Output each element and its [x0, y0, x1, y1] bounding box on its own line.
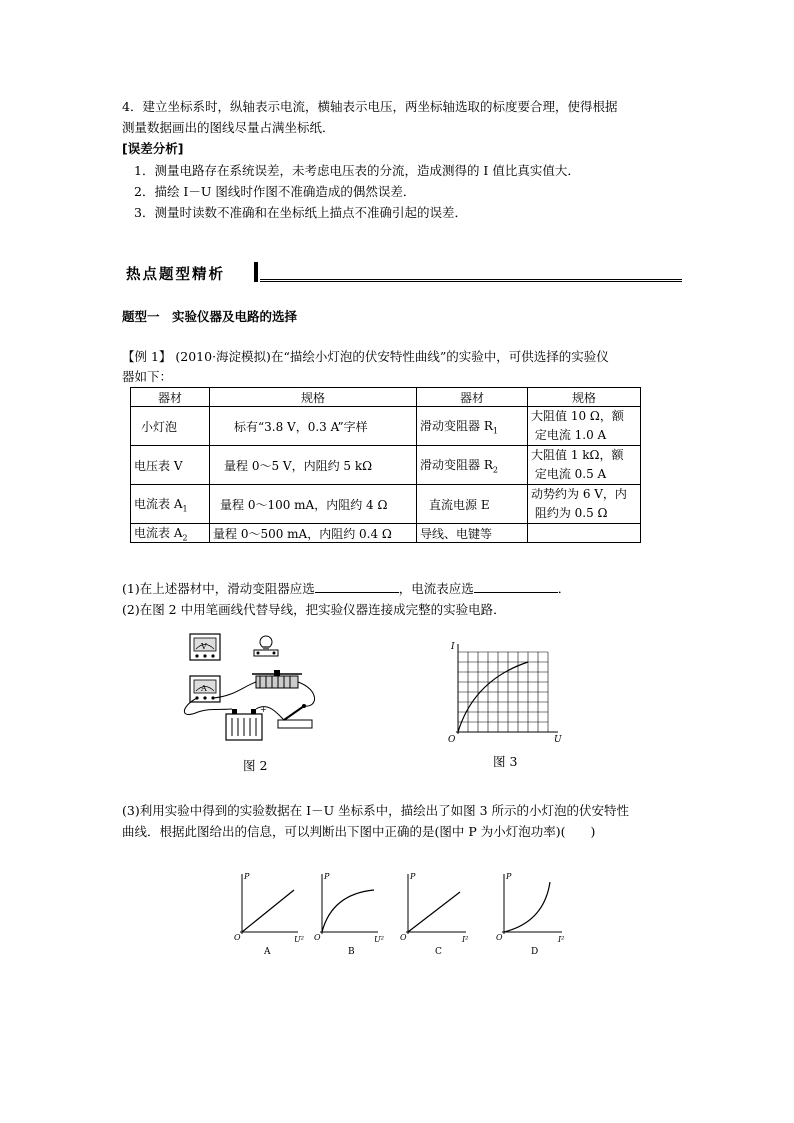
wire	[298, 682, 315, 706]
origin-label: O	[448, 735, 456, 745]
switch-icon	[278, 704, 312, 728]
svg-text:+: +	[260, 705, 267, 714]
figure-3-iu-graph	[444, 640, 568, 746]
y-axis-label: I	[451, 642, 455, 652]
table-cell	[210, 407, 417, 446]
error-item-3: 3．测量时读数不准确和在坐标纸上描点不准确引起的误差．	[134, 205, 467, 220]
iu-curve	[458, 662, 528, 732]
item4-line2: 测量数据画出的图线尽量占满坐标纸．	[122, 120, 335, 135]
table-header-cell: 规格	[528, 388, 641, 407]
cell-text: 量程 0～100 mA，内阻约 4 Ω	[220, 497, 388, 512]
cell-text: 量程 0～5 V，内阻约 5 kΩ	[224, 458, 373, 473]
table-cell	[417, 407, 528, 446]
grid	[458, 652, 548, 732]
cell-text: 动势约为 6 V，内	[531, 487, 627, 501]
table-cell	[210, 524, 417, 543]
q1-text-b: ，电流表应选	[398, 581, 474, 596]
section-header	[122, 262, 682, 284]
q3-line1: (3)利用实验中得到的实验数据在 I－U 坐标系中，描绘出了如图 3 所示的小灯泡的伏安特性	[122, 803, 630, 818]
voltmeter-letter: V	[201, 642, 207, 651]
equipment-table	[130, 387, 641, 543]
cell-text: 大阻值 1 kΩ，额	[531, 448, 624, 462]
cell-text: 定电流 0.5 A	[534, 467, 607, 481]
cell-text: 大阻值 10 Ω，额	[531, 409, 624, 423]
section-header-bar	[254, 262, 258, 282]
cell-text: 阻约为 0.5 Ω	[534, 506, 608, 520]
cell-subscript: 1	[492, 426, 498, 436]
table-header-cell: 规格	[210, 388, 417, 407]
section-title: 热点题型精析	[126, 267, 225, 283]
error-analysis-heading: [误差分析]	[122, 141, 184, 156]
question-2: (2)在图 2 中用笔画线代替导线，把实验仪器连接成完整的实验电路．	[122, 602, 506, 617]
option-c-ylabel: P	[410, 872, 416, 881]
option-c-xlabel: I²	[462, 935, 469, 944]
section-header-rule	[260, 279, 682, 282]
cell-text: 滑动变阻器 R	[420, 418, 493, 433]
example-line1: 【例 1】 (2010·海淀模拟)在“描绘小灯泡的伏安特性曲线”的实验中，可供选择的实验仪	[122, 349, 609, 364]
figure-2-apparatus	[180, 632, 330, 744]
cell-subscript: 2	[492, 465, 498, 475]
table-cell	[528, 485, 641, 524]
option-a-xlabel: U²	[294, 935, 304, 944]
cell-text: 标有“3.8 V，0.3 A”字样	[234, 419, 368, 434]
table-cell	[528, 524, 641, 543]
cell-text: 电流表 A	[134, 496, 183, 511]
q3-line2: 曲线．根据此图给出的信息，可以判断出下图中正确的是(图中 P 为小灯泡功率)( )	[122, 824, 596, 839]
q1-text-c: ．	[557, 581, 571, 596]
error-item-1: 1．测量电路存在系统误差，未考虑电压表的分流，造成测得的 I 值比真实值大．	[134, 163, 580, 178]
table-cell	[417, 446, 528, 485]
item4-line1: 4．建立坐标系时，纵轴表示电流，横轴表示电压，两坐标轴选取的标度要合理，使得根据	[122, 99, 618, 114]
table-cell	[417, 524, 528, 543]
cell-text: 电压表 V	[134, 458, 183, 473]
option-a-origin: O	[234, 933, 241, 942]
cell-text: 定电流 1.0 A	[534, 428, 607, 442]
table-cell	[131, 446, 210, 485]
option-b-origin: O	[314, 933, 321, 942]
answer-blank	[474, 580, 558, 593]
light-bulb-icon	[254, 636, 278, 656]
figure-3-caption: 图 3	[493, 754, 518, 769]
option-a[interactable]	[234, 872, 304, 957]
option-b-label: B	[348, 947, 355, 957]
table-cell	[417, 485, 528, 524]
option-d-label: D	[531, 947, 539, 957]
answer-options	[228, 870, 588, 960]
ammeter-letter: A	[201, 684, 207, 693]
cell-text: 小灯泡	[141, 419, 178, 434]
option-c-origin: O	[400, 933, 407, 942]
option-d[interactable]	[496, 872, 564, 957]
table-cell	[210, 485, 417, 524]
cell-subscript: 1	[182, 504, 188, 514]
table-row	[131, 407, 641, 446]
table-cell	[131, 407, 210, 446]
cell-text: 量程 0～500 mA，内阻约 0.4 Ω	[213, 526, 392, 541]
question-type-heading: 题型一 实验仪器及电路的选择	[122, 309, 298, 324]
option-c-label: C	[435, 947, 442, 957]
cell-subscript: 2	[182, 533, 188, 543]
table-cell	[131, 524, 210, 543]
q1-text-a: (1)在上述器材中，滑动变阻器应选	[122, 581, 315, 596]
option-c[interactable]	[400, 872, 468, 957]
voltmeter-icon	[190, 634, 220, 660]
option-b-ylabel: P	[324, 872, 330, 881]
option-a-ylabel: P	[244, 872, 250, 881]
example-line2: 器如下：	[122, 369, 173, 384]
table-row	[131, 446, 641, 485]
option-a-label: A	[264, 947, 271, 957]
x-axis-label: U	[554, 735, 562, 745]
table-cell	[528, 446, 641, 485]
figure-2-caption: 图 2	[243, 758, 268, 773]
cell-text: 导线、电键等	[420, 526, 493, 541]
table-header-cell: 器材	[417, 388, 528, 407]
table-row	[131, 485, 641, 524]
cell-text: 直流电源 E	[429, 497, 490, 512]
table-cell	[528, 407, 641, 446]
table-header-cell: 器材	[131, 388, 210, 407]
table-cell	[210, 446, 417, 485]
table-row	[131, 524, 641, 543]
table-header-row	[131, 388, 641, 407]
battery-icon	[226, 705, 267, 740]
option-b-xlabel: U²	[374, 935, 384, 944]
option-d-ylabel: P	[506, 872, 512, 881]
error-item-2: 2．描绘 I－U 图线时作图不准确造成的偶然误差．	[134, 184, 416, 199]
cell-text: 滑动变阻器 R	[420, 457, 493, 472]
rheostat-icon	[252, 670, 302, 688]
table-cell	[131, 485, 210, 524]
question-1	[122, 578, 570, 599]
cell-text: 电流表 A	[134, 526, 183, 540]
option-d-xlabel: I²	[558, 935, 565, 944]
option-b[interactable]	[314, 872, 384, 957]
answer-blank	[315, 580, 399, 593]
option-d-origin: O	[496, 933, 503, 942]
